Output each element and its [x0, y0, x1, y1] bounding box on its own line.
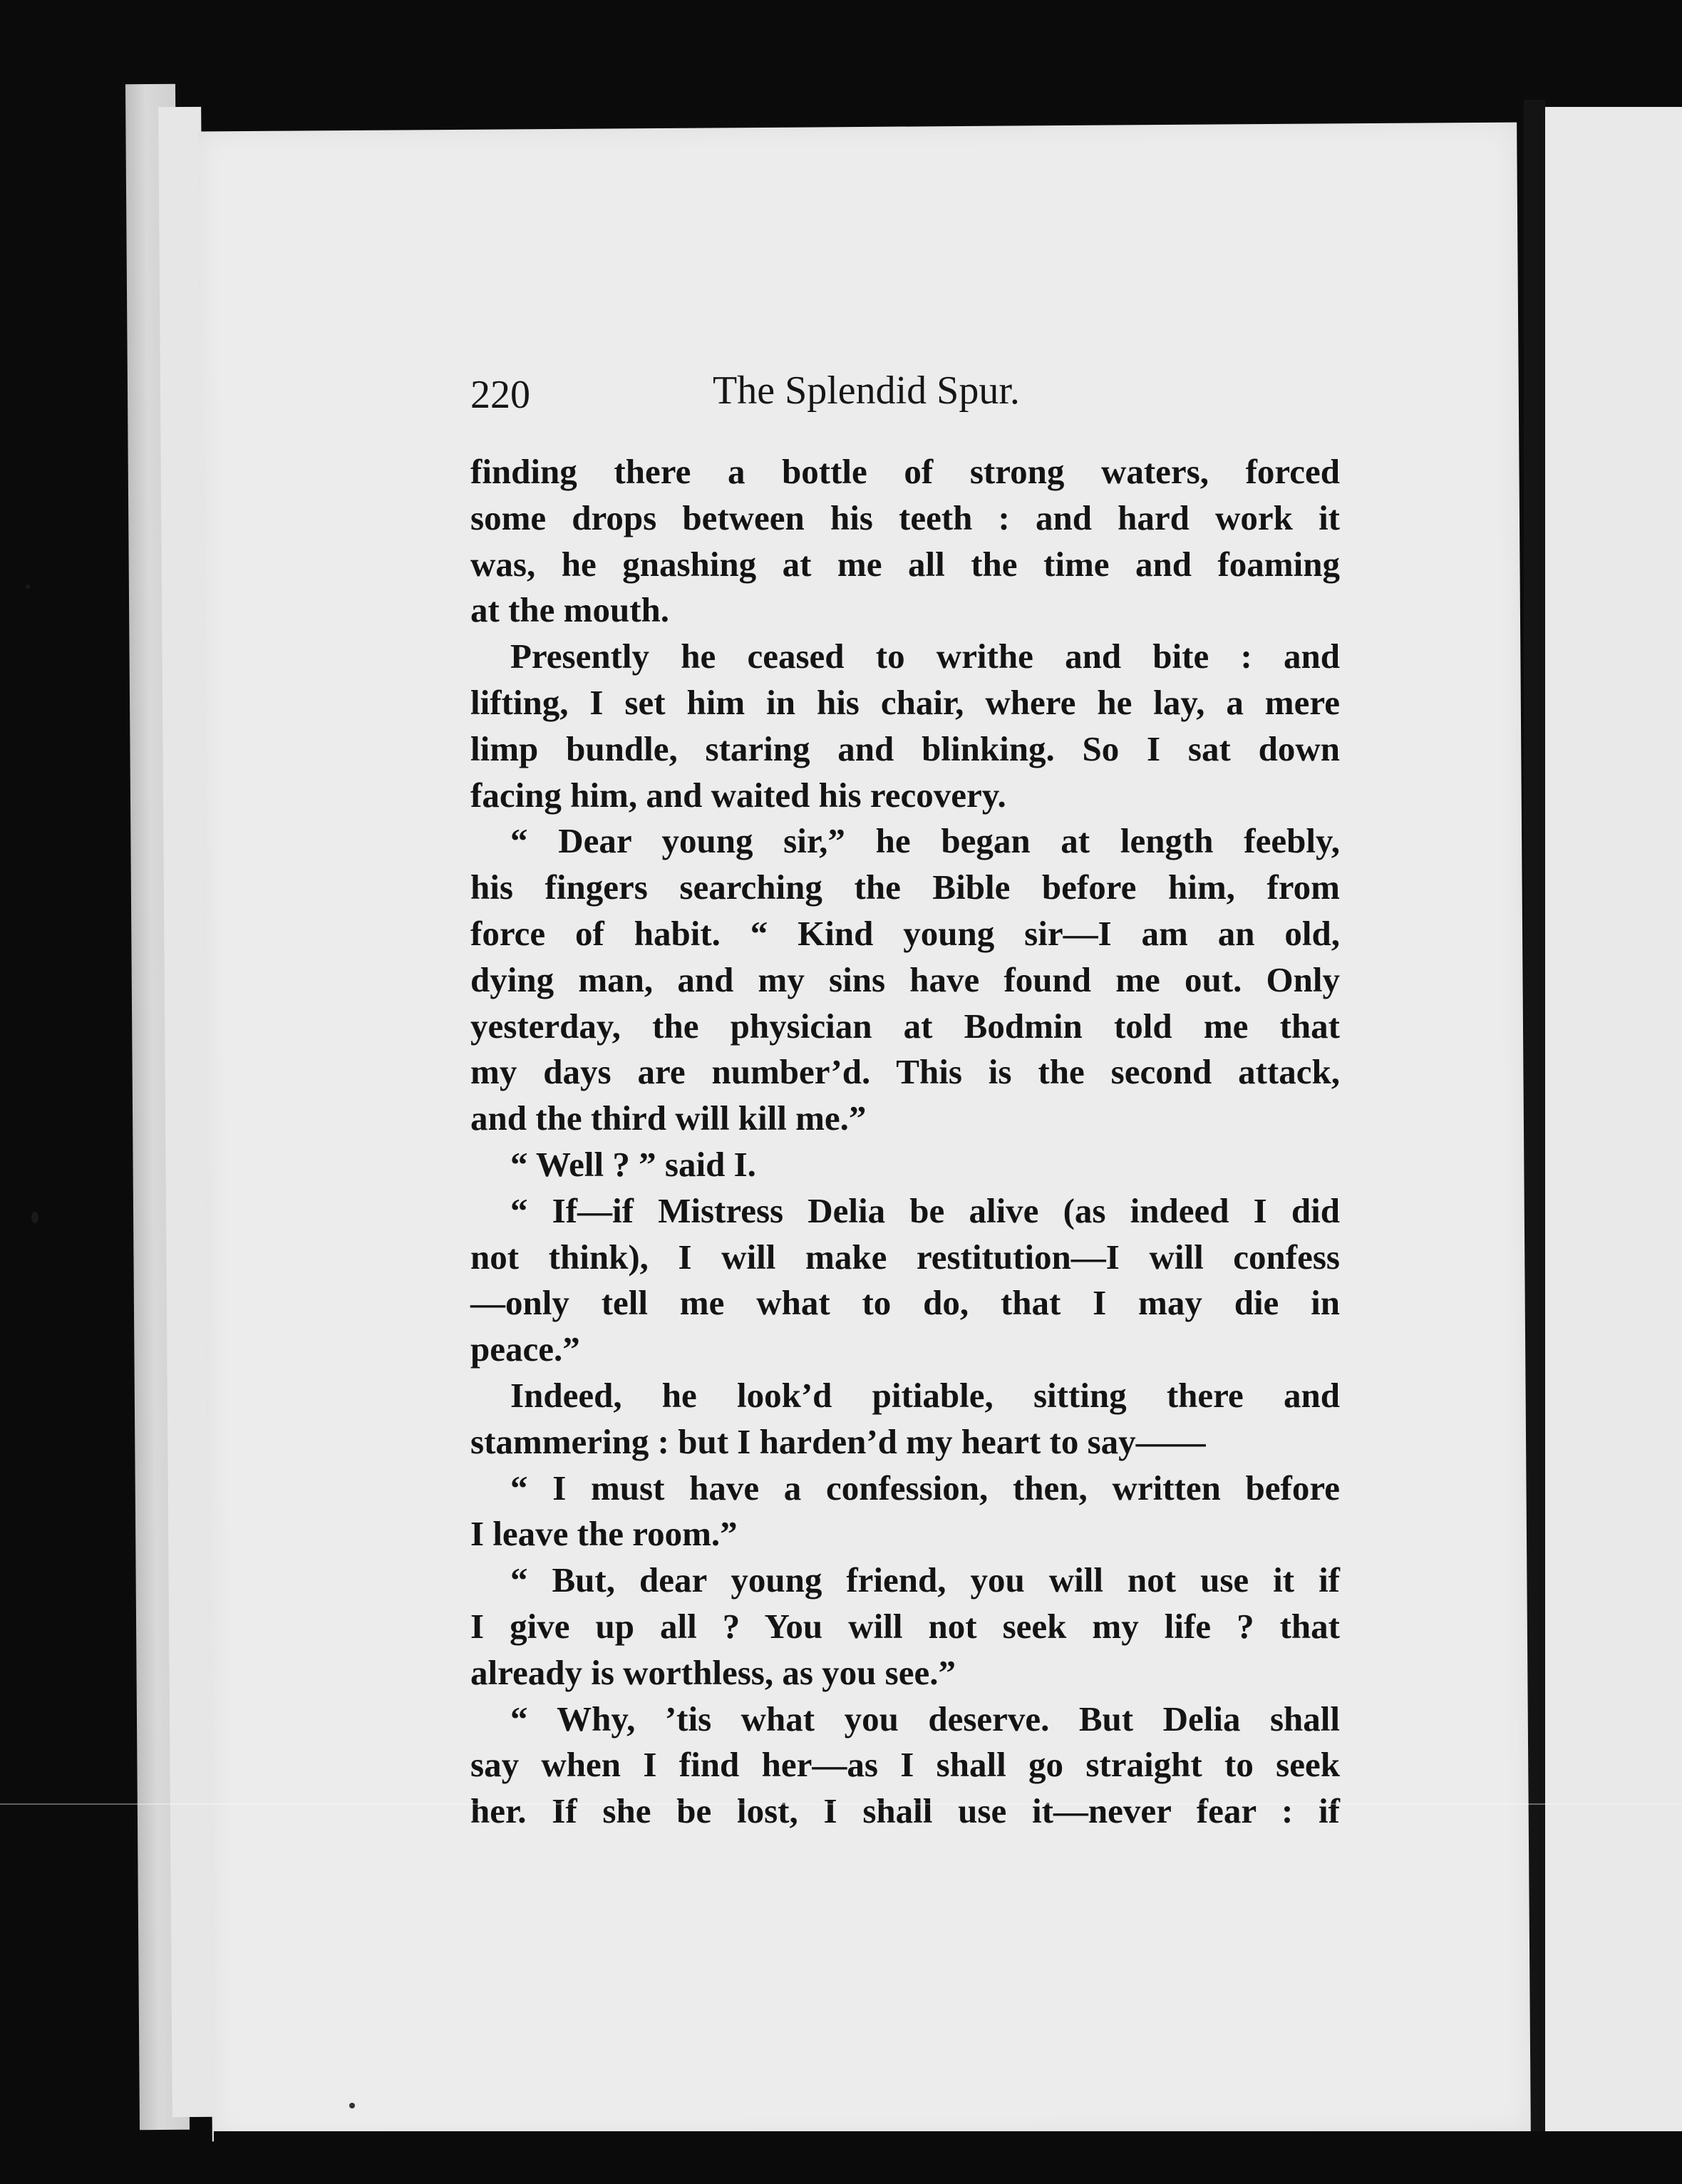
text-line: lifting, I set him in his chair, where he lay, a mere [470, 682, 1340, 722]
text-line: not think), I will make restitution—I will confess [470, 1237, 1340, 1277]
text-line: “ If—if Mistress Delia be alive (as indeed I did [510, 1190, 1340, 1230]
text-line: “ I must have a confession, then, written before [510, 1468, 1340, 1508]
ink-speck [26, 584, 30, 589]
text-line: “ Well ? ” said I. [510, 1144, 756, 1184]
text-line: say when I find her—as I shall go straight to seek [470, 1745, 1340, 1785]
facing-page-edge [1545, 107, 1682, 2138]
text-line: I give up all ? You will not seek my life ? that [470, 1606, 1340, 1646]
text-line: was, he gnashing at me all the time and foaming [470, 544, 1340, 584]
text-line: stammering : but I harden’d my heart to say—— [470, 1421, 1206, 1461]
text-line: her. If she be lost, I shall use it—never fear : if [470, 1791, 1340, 1831]
text-line: dying man, and my sins have found me out. Only [470, 959, 1340, 999]
text-line: peace.” [470, 1329, 580, 1369]
text-line: some drops between his teeth : and hard work it [470, 498, 1340, 537]
running-head [470, 365, 1397, 429]
text-line: his fingers searching the Bible before him, from [470, 867, 1340, 907]
text-line: and the third will kill me.” [470, 1098, 867, 1138]
bottom-shadow [214, 2131, 1682, 2184]
text-line: Indeed, he look’d pitiable, sitting there and [510, 1375, 1340, 1415]
text-line: Presently he ceased to writhe and bite : and [510, 637, 1340, 676]
text-line: my days are number’d. This is the second attack, [470, 1052, 1340, 1092]
text-line: limp bundle, staring and blinking. So I sat down [470, 728, 1340, 768]
text-line: at the mouth. [470, 590, 670, 630]
page-number: 220 [470, 373, 530, 417]
text-line: force of habit. “ Kind young sir—I am an old, [470, 913, 1340, 953]
body-text [470, 449, 1340, 1835]
running-title: The Splendid Spur. [713, 369, 1020, 413]
text-line: already is worthless, as you see.” [470, 1652, 956, 1692]
text-line: “ Dear young sir,” he began at length feebly, [510, 821, 1340, 861]
ink-speck [349, 2103, 355, 2108]
text-line: yesterday, the physician at Bodmin told me that [470, 1006, 1340, 1046]
text-line: facing him, and waited his recovery. [470, 775, 1006, 815]
text-line: —only tell me what to do, that I may die in [470, 1283, 1340, 1323]
text-line: “ But, dear young friend, you will not use it if [510, 1560, 1340, 1600]
text-line: “ Why, ’tis what you deserve. But Delia shall [510, 1699, 1340, 1739]
ink-speck [31, 1212, 38, 1223]
scan-artifact-line [0, 1803, 1682, 1805]
text-line: I leave the room.” [470, 1514, 738, 1554]
text-line: finding there a bottle of strong waters, forced [470, 452, 1340, 491]
